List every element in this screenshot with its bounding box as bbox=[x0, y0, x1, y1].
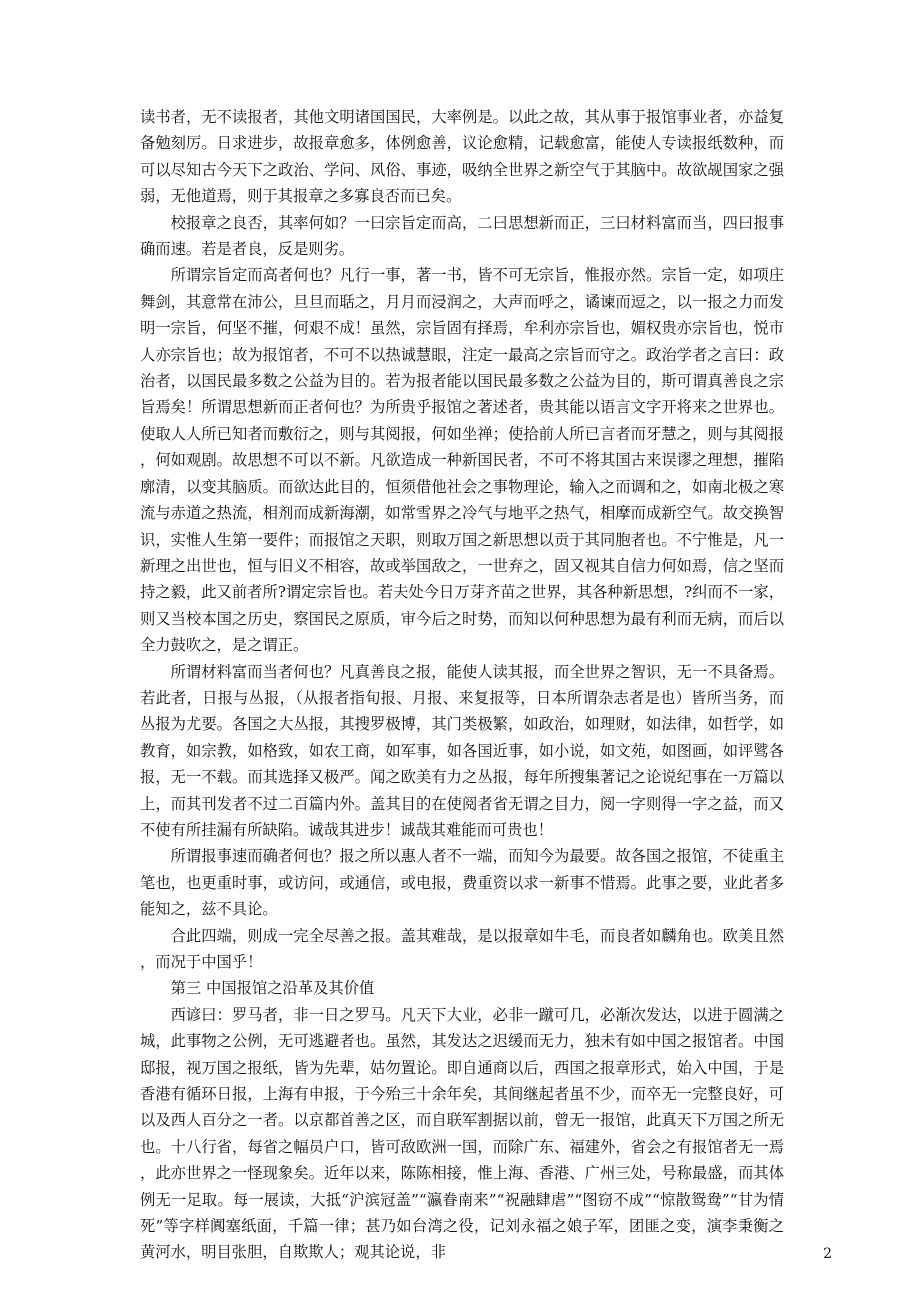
paragraph-5: 所谓报事速而确者何也？报之所以惠人者不一端，而知今为最要。故各国之报馆，不徒重主笔也，也更重时事，或访问，或通信，或电报，费重资以求一新事不惜焉。此事之要，业此者多能知之，兹不具论。 bbox=[140, 847, 784, 919]
paragraph-1: 读书者，无不读报者，其他文明诸国国民，大率例是。以此之故，其从事于报馆事业者，亦益复备勉刻厉。日求进步，故报章愈多，体例愈善，议论愈精，记载愈富，能使人专读报纸数种，而可以尽知古今天下之政治、学问、风俗、事迹，吸纳全世界之新空气于其脑中。故欲觇国家之强弱，无他道焉，则于其报章之多寡良否而已矣。 bbox=[140, 108, 784, 206]
section-heading: 第三 中国报馆之沿革及其价值 bbox=[170, 979, 375, 998]
paragraph-4: 所谓材料富而当者何也？凡真善良之报，能使人读其报，而全世界之智识，无一不具备焉。若此者，日报与丛报，（从报者指旬报、月报、来复报等，日本所谓杂志者是也）皆所当务，而丛报为尤要。各国之大丛报，其搜罗极博，其门类极繁，如政治，如理财，如法律，如哲学，如教育，如宗教，如格致，如农工商，如军事，如各国近事，如小说，如文苑，如图画，如评骘各报，无一不载。而其选择又极严。闻之欧美有力之丛报，每年所搜集著记之论说纪事在一万篇以上，而其刊发者不过二百篇内外。盖其目的在使阅者省无谓之目力，阅一字则得一字之益，而又不使有所挂漏有所缺陷。诚哉其进步！诚哉其难能而可贵也！ bbox=[140, 662, 784, 839]
paragraph-2: 校报章之良否，其率何如？一曰宗旨定而高，二曰思想新而正，三曰材料富而当，四曰报事确而速。若是者良，反是则劣。 bbox=[140, 213, 784, 259]
document-body bbox=[140, 104, 784, 1266]
paragraph-6: 合此四端，则成一完全尽善之报。盖其难哉，是以报章如牛毛，而良者如麟角也。欧美且然，而况于中国乎！ bbox=[140, 926, 784, 971]
page-number: 2 bbox=[823, 1246, 832, 1262]
section-paragraph: 西谚曰：罗马者，非一日之罗马。凡天下大业，必非一蹴可几，必渐次发达，以进于圆满之城，此事物之公例，无可逃避者也。虽然，其发达之迟缓而无力，独未有如中国之报馆者。中国邸报，视万国之报纸，皆为先辈，姑勿置论。即自通商以后，西国之报章形式，始入中国，于是香港有循环日报，上海有申报，于今殆三十余年矣，其间继起者虽不少，而卒无一完整良好，可以及西人百分之一者。以京都首善之区，而自联军割据以前，曾无一报馆，此真天下万国之所无也。十八行省，每省之幅员户口，皆可敌欧洲一国，而除广东、福建外，省会之有报馆者无一焉，此亦世界之一怪现象矣。近年以来，陈陈相接，惟上海、香港、广州三处，号称最盛，而其体例无一足取。每一展读，大抵“沪滨冠盖”“瀛眷南来”“祝融肆虐”“图窃不成”“惊散鸳鸯”“甘为情死”等字样阗塞纸面，千篇一律；甚乃如台湾之役，记刘永福之娘子军，团匪之变，演李秉衡之黄河水，明目张胆，自欺欺人；观其论说，非 bbox=[140, 1005, 784, 1262]
paragraph-3: 所谓宗旨定而高者何也？凡行一事，著一书，皆不可无宗旨，惟报亦然。宗旨一定，如项庄舞剑，其意常在沛公，旦旦而聒之，月月而浸润之，大声而呼之，谲谏而逗之，以一报之力而发明一宗旨，何坚不摧，何艰不成！虽然，宗旨固有择焉，牟利亦宗旨也，媚权贵亦宗旨也，悦市人亦宗旨也；故为报馆者，不可不以热诚慧眼，注定一最高之宗旨而守之。政治学者之言曰：政治者，以国民最多数之公益为目的。若为报者能以国民最多数之公益为目的，斯可谓真善良之宗旨焉矣！所谓思想新而正者何也？为所贵乎报馆之著述者，贵其能以语言文字开将来之世界也。使取人人所已知者而敷衍之，则与其阅报，何如坐禅；使拾前人所已言者而牙慧之，则与其阅报，何如观剧。故思想不可以不新。凡欲造成一种新国民者，不可不将其国古来误谬之理想，摧陷廓清，以变其脑质。而欲达此目的，恒须借他社会之事物理论，输入之而调和之，如南北极之寒流与赤道之热流，相剂而成新海潮，如常雪界之冷气与地平之热气，相摩而成新空气。故交换智识，实惟人生第一要件；而报馆之天职，则取万国之新思想以贡于其同胞者也。不宁惟是，凡一新理之出世也，恒与旧义不相容，故或举国敌之，一世弃之，固又视其自信力何如焉，信之坚而持之毅，此又前者所?谓定宗旨也。若夫处今日万芽齐苗之世界，其各种新思想，?纠而不一家，则又当校本国之历史，察国民之原质，审今后之时势，而知以何种思想为最有利而无病，而后以全力鼓吹之，是之谓正。 bbox=[140, 266, 784, 655]
